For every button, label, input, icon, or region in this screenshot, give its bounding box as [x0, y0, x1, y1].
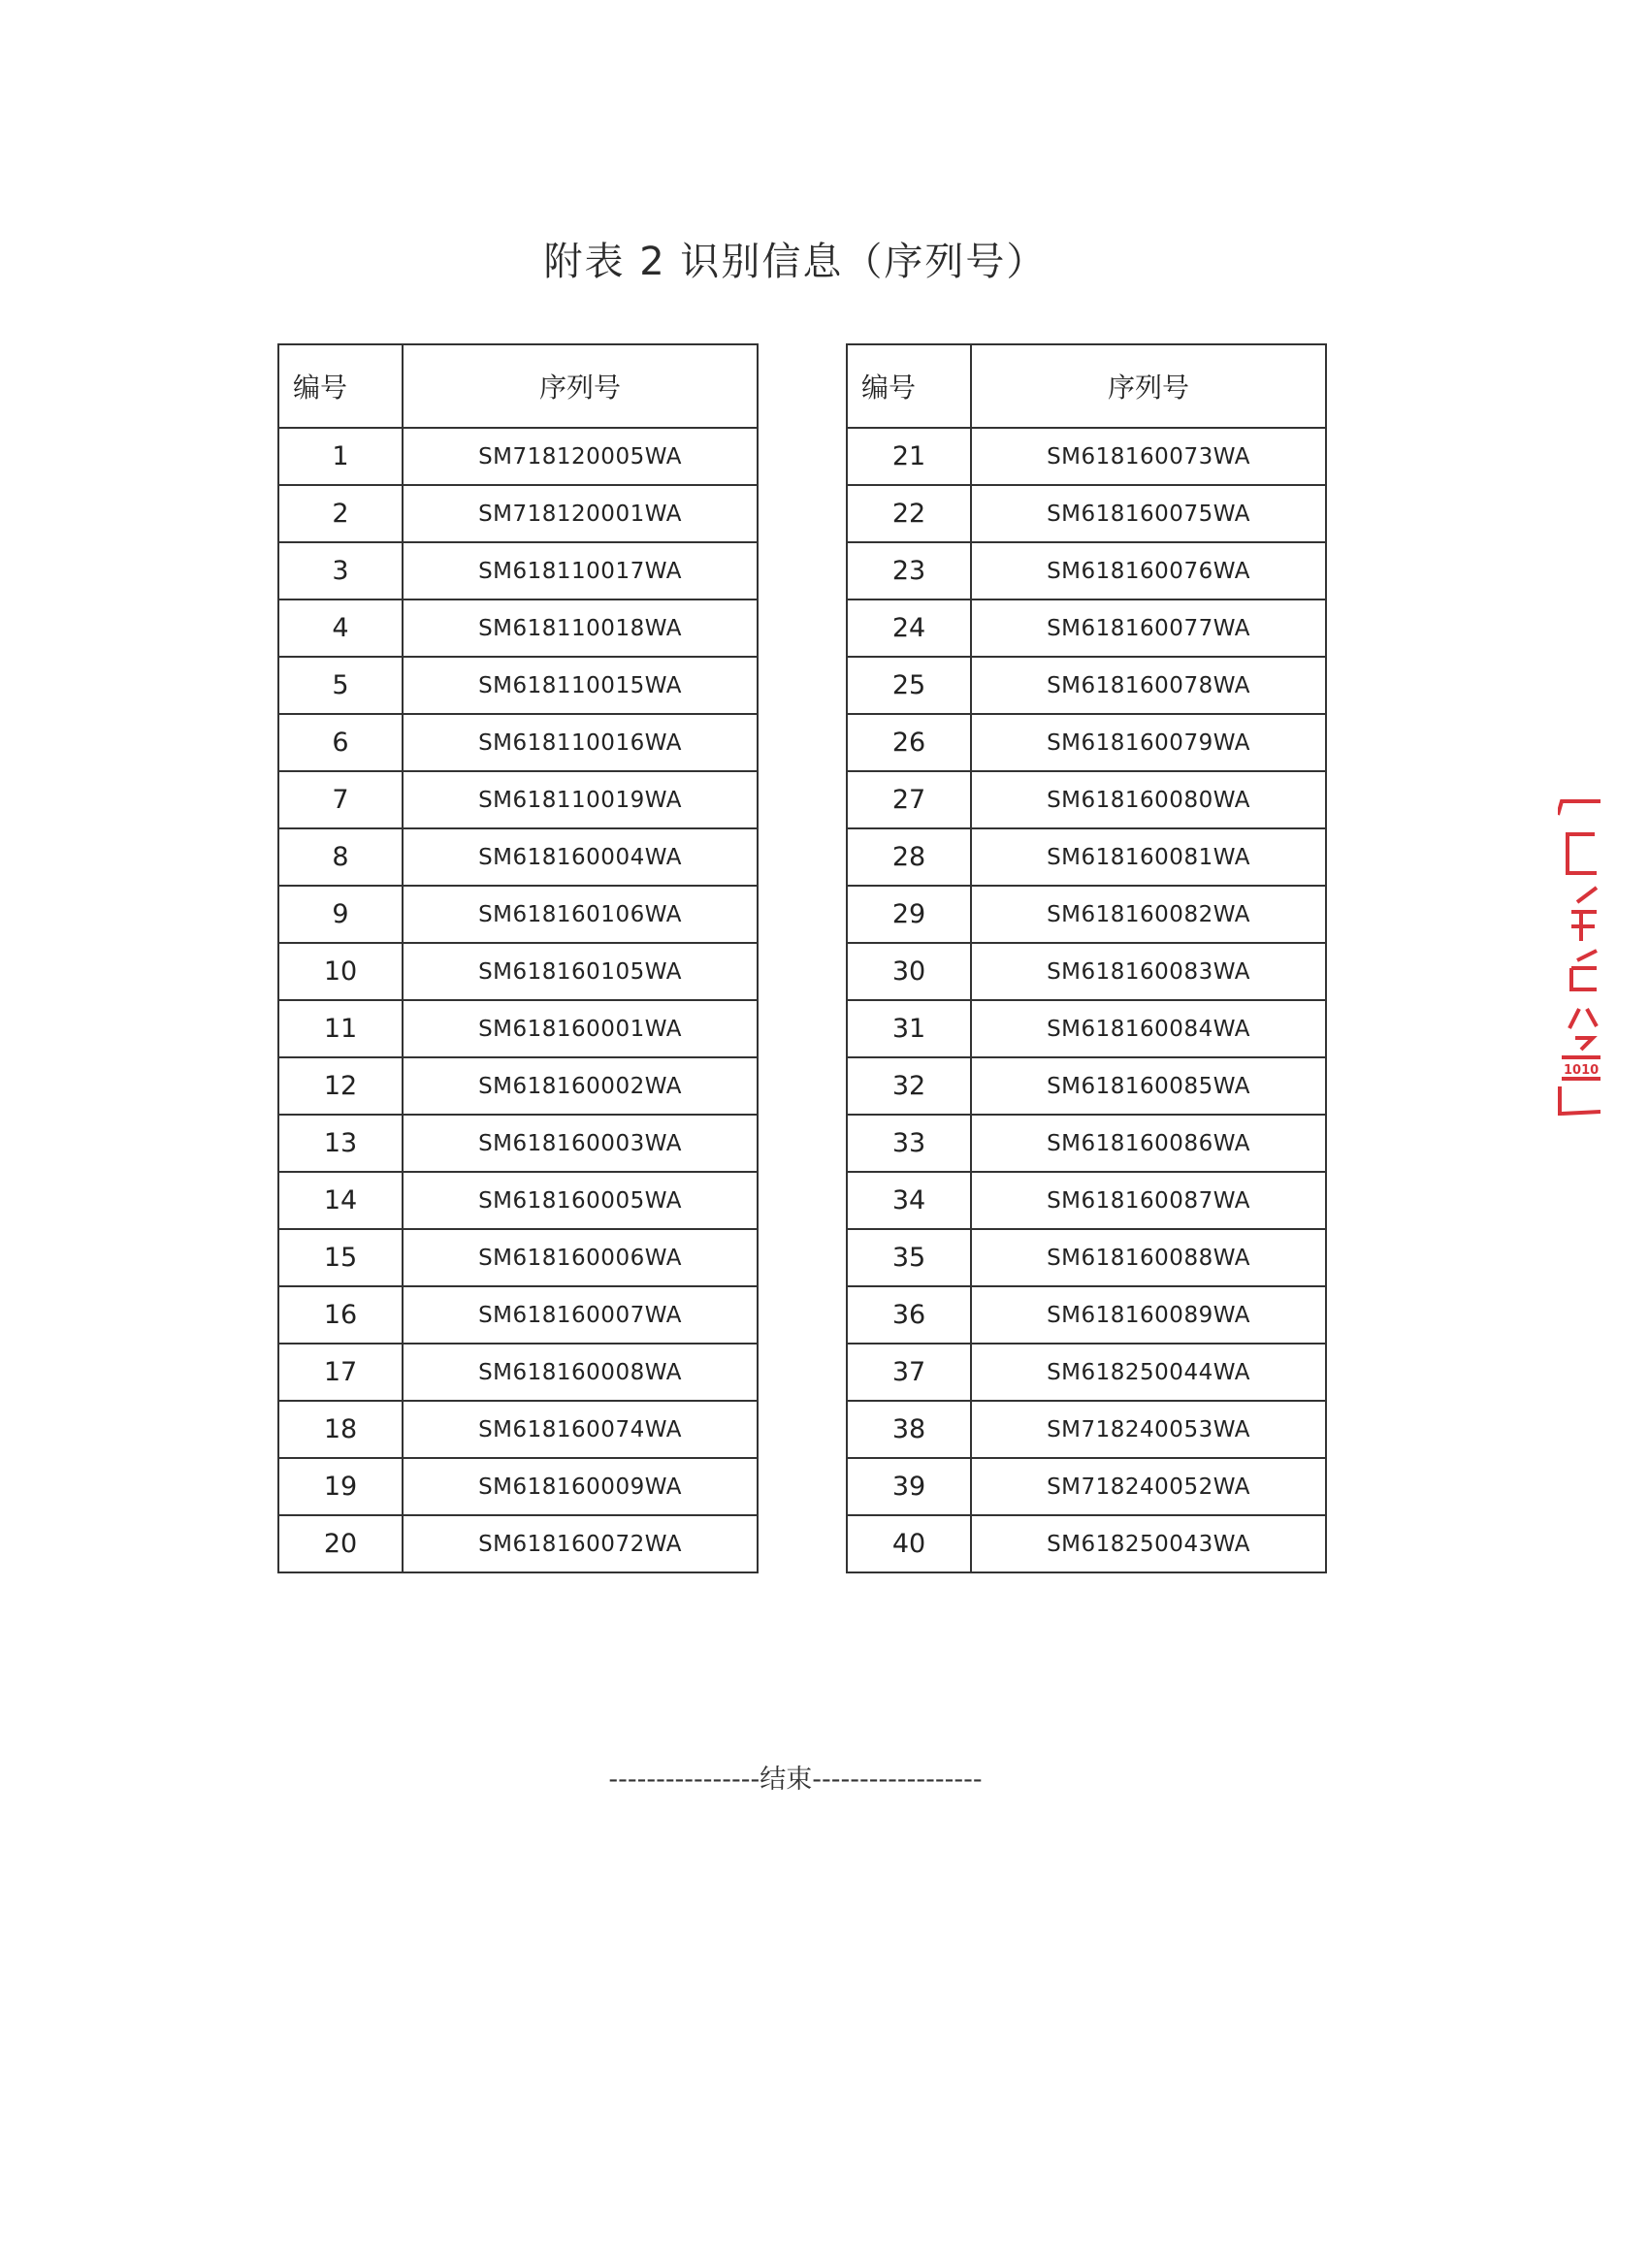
table-row [278, 657, 758, 714]
header-number: 编号 [847, 344, 971, 428]
row-number: 1 [278, 428, 403, 485]
row-number: 9 [278, 886, 403, 943]
table-row [278, 1515, 758, 1572]
row-number: 17 [278, 1344, 403, 1401]
table-row [278, 1115, 758, 1172]
table-row [278, 1000, 758, 1057]
row-serial: SM618160003WA [403, 1115, 758, 1172]
row-serial: SM618160080WA [971, 771, 1326, 828]
row-number: 26 [847, 714, 971, 771]
row-serial: SM618160005WA [403, 1172, 758, 1229]
row-serial: SM618160002WA [403, 1057, 758, 1115]
row-serial: SM618160089WA [971, 1286, 1326, 1344]
row-serial: SM618250044WA [971, 1344, 1326, 1401]
row-serial: SM618160075WA [971, 485, 1326, 542]
table-row [847, 1458, 1326, 1515]
stamp-text: 1010 [1564, 1063, 1600, 1078]
row-serial: SM618110018WA [403, 599, 758, 657]
row-serial: SM618110015WA [403, 657, 758, 714]
row-number: 20 [278, 1515, 403, 1572]
row-serial: SM618160106WA [403, 886, 758, 943]
header-serial: 序列号 [403, 344, 758, 428]
table-row [278, 828, 758, 886]
table-row [847, 1515, 1326, 1572]
row-number: 32 [847, 1057, 971, 1115]
table-row [278, 1057, 758, 1115]
row-number: 33 [847, 1115, 971, 1172]
row-serial: SM618160008WA [403, 1344, 758, 1401]
red-seal-stamp [1558, 795, 1600, 1125]
row-serial: SM718120005WA [403, 428, 758, 485]
row-number: 22 [847, 485, 971, 542]
row-number: 38 [847, 1401, 971, 1458]
table-row [278, 771, 758, 828]
table-row [278, 886, 758, 943]
row-number: 39 [847, 1458, 971, 1515]
row-serial: SM618110016WA [403, 714, 758, 771]
row-serial: SM718120001WA [403, 485, 758, 542]
row-serial: SM618160004WA [403, 828, 758, 886]
end-marker: ----------------结束------------------ [608, 1765, 983, 1795]
row-number: 25 [847, 657, 971, 714]
table-row [847, 771, 1326, 828]
row-number: 7 [278, 771, 403, 828]
table-row [278, 542, 758, 599]
row-serial: SM718240053WA [971, 1401, 1326, 1458]
row-serial: SM618160082WA [971, 886, 1326, 943]
row-serial: SM618110017WA [403, 542, 758, 599]
table-row [847, 1286, 1326, 1344]
row-number: 4 [278, 599, 403, 657]
table-row [847, 886, 1326, 943]
table-row [278, 1401, 758, 1458]
row-number: 5 [278, 657, 403, 714]
table-row [847, 1229, 1326, 1286]
table-row [847, 1172, 1326, 1229]
row-serial: SM618160086WA [971, 1115, 1326, 1172]
table-row [847, 1000, 1326, 1057]
table-row [847, 1401, 1326, 1458]
row-serial: SM618250043WA [971, 1515, 1326, 1572]
row-serial: SM618160009WA [403, 1458, 758, 1515]
table-row [278, 714, 758, 771]
row-number: 28 [847, 828, 971, 886]
row-serial: SM718240052WA [971, 1458, 1326, 1515]
row-number: 36 [847, 1286, 971, 1344]
table-row [278, 599, 758, 657]
table-row [847, 485, 1326, 542]
row-serial: SM618160076WA [971, 542, 1326, 599]
row-number: 30 [847, 943, 971, 1000]
row-number: 10 [278, 943, 403, 1000]
row-number: 13 [278, 1115, 403, 1172]
serial-table-left [277, 343, 759, 1573]
row-number: 21 [847, 428, 971, 485]
row-number: 23 [847, 542, 971, 599]
table-row [847, 542, 1326, 599]
table-row [278, 1458, 758, 1515]
row-number: 19 [278, 1458, 403, 1515]
header-number: 编号 [278, 344, 403, 428]
table-row [847, 657, 1326, 714]
table-row [847, 1057, 1326, 1115]
row-serial: SM618160077WA [971, 599, 1326, 657]
row-number: 35 [847, 1229, 971, 1286]
row-serial: SM618160084WA [971, 1000, 1326, 1057]
row-number: 24 [847, 599, 971, 657]
row-serial: SM618160081WA [971, 828, 1326, 886]
row-serial: SM618160074WA [403, 1401, 758, 1458]
row-number: 29 [847, 886, 971, 943]
row-number: 14 [278, 1172, 403, 1229]
row-serial: SM618160078WA [971, 657, 1326, 714]
row-serial: SM618160105WA [403, 943, 758, 1000]
row-number: 18 [278, 1401, 403, 1458]
table-header-row [847, 344, 1326, 428]
header-serial: 序列号 [971, 344, 1326, 428]
table-row [278, 1172, 758, 1229]
row-serial: SM618160073WA [971, 428, 1326, 485]
row-number: 16 [278, 1286, 403, 1344]
row-serial: SM618160001WA [403, 1000, 758, 1057]
table-row [278, 485, 758, 542]
table-row [278, 428, 758, 485]
row-serial: SM618160079WA [971, 714, 1326, 771]
row-serial: SM618160083WA [971, 943, 1326, 1000]
table-row [847, 714, 1326, 771]
row-number: 15 [278, 1229, 403, 1286]
serial-table-right [846, 343, 1327, 1573]
row-number: 8 [278, 828, 403, 886]
table-header-row [278, 344, 758, 428]
table-row [847, 1115, 1326, 1172]
table-row [847, 1344, 1326, 1401]
row-serial: SM618110019WA [403, 771, 758, 828]
row-number: 3 [278, 542, 403, 599]
table-row [847, 943, 1326, 1000]
row-serial: SM618160006WA [403, 1229, 758, 1286]
row-number: 11 [278, 1000, 403, 1057]
table-row [278, 1286, 758, 1344]
row-serial: SM618160072WA [403, 1515, 758, 1572]
row-number: 27 [847, 771, 971, 828]
row-number: 40 [847, 1515, 971, 1572]
row-serial: SM618160007WA [403, 1286, 758, 1344]
row-serial: SM618160088WA [971, 1229, 1326, 1286]
row-serial: SM618160085WA [971, 1057, 1326, 1115]
row-number: 12 [278, 1057, 403, 1115]
table-row [847, 828, 1326, 886]
row-number: 6 [278, 714, 403, 771]
table-row [847, 428, 1326, 485]
row-number: 31 [847, 1000, 971, 1057]
page-title: 附表 2 识别信息（序列号） [543, 240, 1048, 284]
row-serial: SM618160087WA [971, 1172, 1326, 1229]
table-row [278, 943, 758, 1000]
table-row [278, 1229, 758, 1286]
row-number: 2 [278, 485, 403, 542]
table-row [847, 599, 1326, 657]
row-number: 34 [847, 1172, 971, 1229]
table-row [278, 1344, 758, 1401]
row-number: 37 [847, 1344, 971, 1401]
